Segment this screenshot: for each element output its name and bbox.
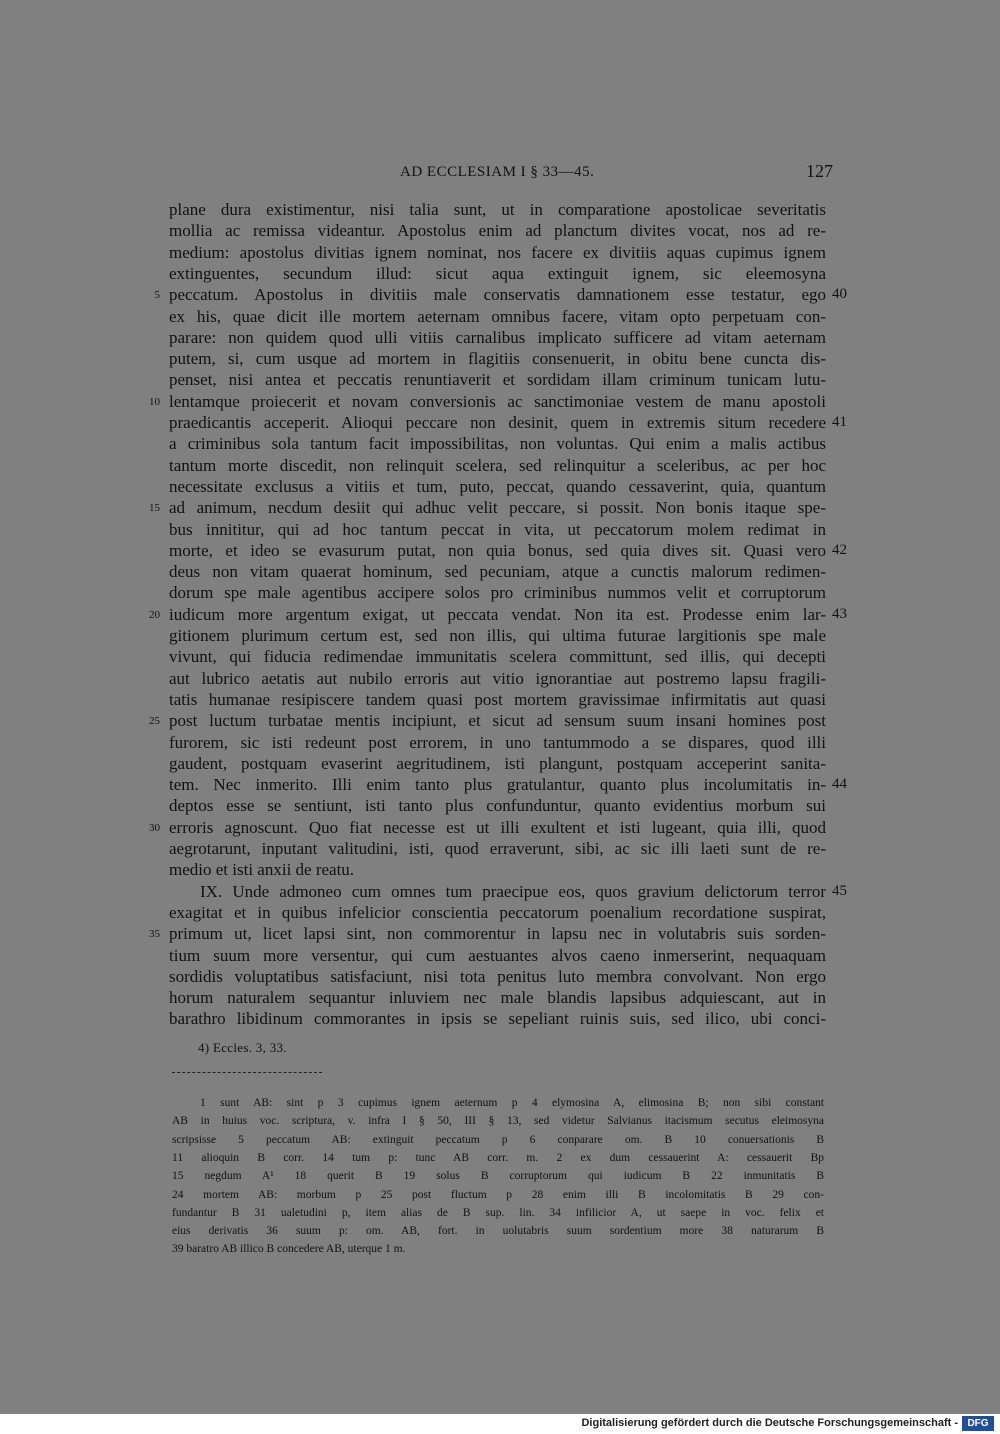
text-line: [0, 476, 1000, 497]
line-number: 35: [149, 928, 160, 941]
text-line: [0, 306, 1000, 327]
section-number: 40: [832, 286, 847, 303]
line-number: 30: [149, 821, 160, 834]
line-text: morte, et ideo se evasurum putat, non quia bonus, sed quia dives sit. Quasi vero: [169, 540, 826, 560]
text-line: [0, 668, 1000, 689]
line-number: 20: [149, 608, 160, 621]
text-line: [0, 561, 1000, 582]
line-text: bus innititur, qui ad hoc tantum peccat in vita, ut peccatorum molem redimat in: [169, 519, 826, 539]
text-line: [0, 710, 1000, 731]
text-line: [0, 455, 1000, 476]
text-line: [0, 966, 1000, 987]
text-line: [0, 327, 1000, 348]
section-number: 44: [832, 776, 847, 793]
apparatus-line: 39 baratro AB illico B concedere AB, uterque 1 m.: [172, 1243, 406, 1256]
line-text: dorum spe male agentibus accipere solos pro criminibus nummos velit et corruptorum: [169, 583, 826, 603]
text-line: [0, 604, 1000, 625]
section-number: 42: [832, 541, 847, 558]
text-line: [0, 774, 1000, 795]
text-line: [0, 284, 1000, 305]
line-text: deus non vitam quaerat hominum, sed pecuniam, atque a cunctis malorum redimen-: [169, 562, 826, 582]
apparatus-line: 24 mortem AB: morbum p 25 post fluctum p 28 enim illi B incolomitatis B 29 con-: [172, 1188, 824, 1201]
text-line: [0, 987, 1000, 1008]
line-text: putem, si, cum usque ad mortem in flagitiis consenuerit, in obitu bene cuncta dis-: [169, 349, 826, 369]
page-number: 127: [806, 161, 833, 181]
footnote: 4) Eccles. 3, 33.: [198, 1040, 287, 1055]
line-text: deptos esse se sentiunt, isti tanto plus confunduntur, quanto evidentius morbum sui: [169, 796, 826, 816]
text-line: [0, 540, 1000, 561]
dfg-credit: Digitalisierung gefördert durch die Deutsche Forschungsgemeinschaft -: [581, 1417, 958, 1429]
section-number: 43: [832, 605, 847, 622]
line-text: sordidis voluptatibus satisfaciunt, nisi tota penitus luto membra convolvant. Non ergo: [169, 966, 826, 986]
apparatus-line: AB in huius voc. scriptura, v. infra I § 50, III § 13, sed videtur Salvianus itacismum secutus eleimosyna: [172, 1115, 824, 1128]
apparatus-line: eius derivatis 36 suum p: om. AB, fort. in uolutabris suum sordentium more 38 naturarum B: [172, 1225, 824, 1238]
line-text: medium: apostolus divitias ignem nominat, nos facere ex divitiis aquas cupimus ignem: [169, 242, 826, 262]
dfg-logo: DFG: [962, 1416, 994, 1431]
line-number: 10: [149, 395, 160, 408]
line-text: gitionem plurimum certum est, sed non illis, qui ultima futurae largitionis spe male: [169, 626, 826, 645]
line-text: mollia ac remissa videantur. Apostolus enim ad planctum divites vocat, nos ad re-: [169, 221, 826, 241]
text-line: [0, 433, 1000, 454]
text-line: [0, 817, 1000, 838]
line-number: 5: [154, 289, 160, 302]
text-line: [0, 902, 1000, 923]
line-text: lentamque proiecerit et novam conversionis ac sanctimoniae vestem de manu apostoli: [169, 391, 826, 411]
text-line: [0, 881, 1000, 902]
line-text: extinguentes, secundum illud: sicut aqua extinguit ignem, sic eleemosyna: [169, 263, 826, 283]
apparatus-line: scripsisse 5 peccatum AB: extinguit peccatum p 6 conparare om. B 10 conuersationis B: [172, 1133, 824, 1146]
text-line: [0, 838, 1000, 859]
line-text: barathro libidinum commorantes in ipsis se sepeliant ruinis suis, sed ilico, ubi conci-: [169, 1009, 826, 1029]
running-head: AD ECCLESIAM I § 33—45.: [400, 164, 595, 180]
text-line: [0, 795, 1000, 816]
line-text: plane dura existimentur, nisi talia sunt, ut in comparatione apostolicae severitatis: [169, 200, 826, 219]
apparatus-line: fundantur B 31 ualetudini p, item alias de B sup. lin. 34 infilicior A, ut saepe in voc. felix et: [172, 1206, 824, 1219]
text-line: [0, 391, 1000, 412]
text-line: [0, 412, 1000, 433]
text-line: [0, 220, 1000, 241]
text-line: [0, 689, 1000, 710]
line-number: 25: [149, 715, 160, 728]
line-text: exagitat et in quibus infelicior conscientia peccatorum poenalium recordatione suspirat,: [169, 902, 826, 922]
text-line: [0, 348, 1000, 369]
line-text: erroris agnoscunt. Quo fiat necesse est ut illi exultent et isti lugeant, quia illi, quod: [169, 817, 826, 837]
text-line: [0, 582, 1000, 603]
line-number: 15: [149, 502, 160, 515]
line-text: aut lubrico aetatis aut nubilo erroris aut vitio ignorantiae aut postremo lapsu fragili-: [169, 668, 826, 688]
line-text: parare: non quidem quod ulli vitiis carnalibus implicato sufficere ad vitam aeternam: [169, 327, 826, 347]
line-text: ad animum, necdum desiit qui adhuc velit peccare, si possit. Non bonis itaque spe-: [169, 498, 826, 518]
text-line: [0, 859, 1000, 880]
digitization-bar: [0, 1414, 1000, 1434]
line-text: ex his, quae dicit ille mortem aeternam omnibus facere, vitam opto perpetuam con-: [169, 306, 826, 326]
line-text: gaudent, postquam evaserint aegritudinem, isti plangunt, postquam acceperint sanita-: [169, 753, 826, 773]
line-text: IX. Unde admoneo cum omnes tum praecipue eos, quos gravium delictorum terror: [200, 881, 826, 901]
text-line: [0, 1008, 1000, 1029]
line-text: penset, nisi antea et peccatis renuntiaverit et sordidam illam criminum tunicam lutu-: [169, 370, 826, 390]
line-text: tatis humanae resipiscere tandem quasi post mortem gravissimae infirmitatis aut quasi: [169, 689, 826, 709]
line-text: medio et isti anxii de reatu.: [169, 860, 355, 880]
text-line: [0, 923, 1000, 944]
line-text: horum naturalem sequantur inluviem nec male blandis lapsibus adquiescant, aut in: [169, 988, 826, 1008]
section-number: 45: [832, 882, 847, 899]
line-text: necessitate exclusus a vitiis et tum, puto, peccat, quando cessaverint, quia, quantum: [169, 476, 826, 496]
text-line: [0, 497, 1000, 518]
text-line: [0, 625, 1000, 646]
line-text: iudicum more argentum exigat, ut peccata vendat. Non ita est. Prodesse enim lar-: [169, 604, 826, 624]
line-text: a criminibus sola tantum facit impossibilitas, non voluntas. Qui enim a malis actibus: [169, 434, 826, 454]
line-text: primum ut, licet lapsi sint, non commorentur in lapsu nec in volutabris suis sorden-: [169, 924, 826, 944]
line-text: furorem, sic isti redeunt post errorem, in uno tantummodo a se dispares, quod illi: [169, 732, 826, 752]
line-text: tantum morte discedit, non relinquit scelera, sed relinquitur a sceleribus, ac per hoc: [169, 455, 826, 475]
apparatus-line: 15 negdum A¹ 18 querit B 19 solus B corruptorum qui iudicum B 22 inmunitatis B: [172, 1170, 824, 1183]
apparatus-line: 1 sunt AB: sint p 3 cupimus ignem aeternum p 4 elymosina A, elimosina B; non sibi constant: [200, 1097, 824, 1109]
text-line: [0, 753, 1000, 774]
line-text: tium suum more versentur, qui cum aestuantes alvos caeno inmerserint, nequaquam: [169, 945, 826, 965]
text-line: [0, 519, 1000, 540]
text-line: [0, 199, 1000, 220]
footnote-separator: [172, 1072, 322, 1073]
line-text: tem. Nec inmerito. Illi enim tanto plus gratulantur, quanto plus incolumitatis in-: [169, 775, 826, 795]
text-line: [0, 263, 1000, 284]
apparatus-line: 11 alioquin B corr. 14 tum p: tunc AB corr. m. 2 ex dum cessauerint A: cessauerit Bp: [172, 1151, 824, 1164]
text-line: [0, 242, 1000, 263]
text-line: [0, 732, 1000, 753]
text-line: [0, 646, 1000, 667]
line-text: vivunt, qui fiducia redimendae immunitatis scelera committunt, sed illis, qui decepti: [169, 647, 826, 667]
text-line: [0, 945, 1000, 966]
line-text: post luctum turbatae mentis incipiunt, et sicut ad sensum suum insani homines post: [169, 711, 826, 731]
section-number: 41: [832, 414, 847, 430]
text-line: [0, 369, 1000, 390]
line-text: aegrotarunt, inputant valitudini, isti, quod erraverunt, sibi, ac sic illi laeti sunt de re-: [169, 839, 826, 858]
line-text: peccatum. Apostolus in divitiis male conservatis damnationem esse testatur, ego: [169, 285, 826, 305]
line-text: praedicantis acceperit. Alioqui peccare non desinit, quem in extremis situm recedere: [169, 413, 826, 432]
